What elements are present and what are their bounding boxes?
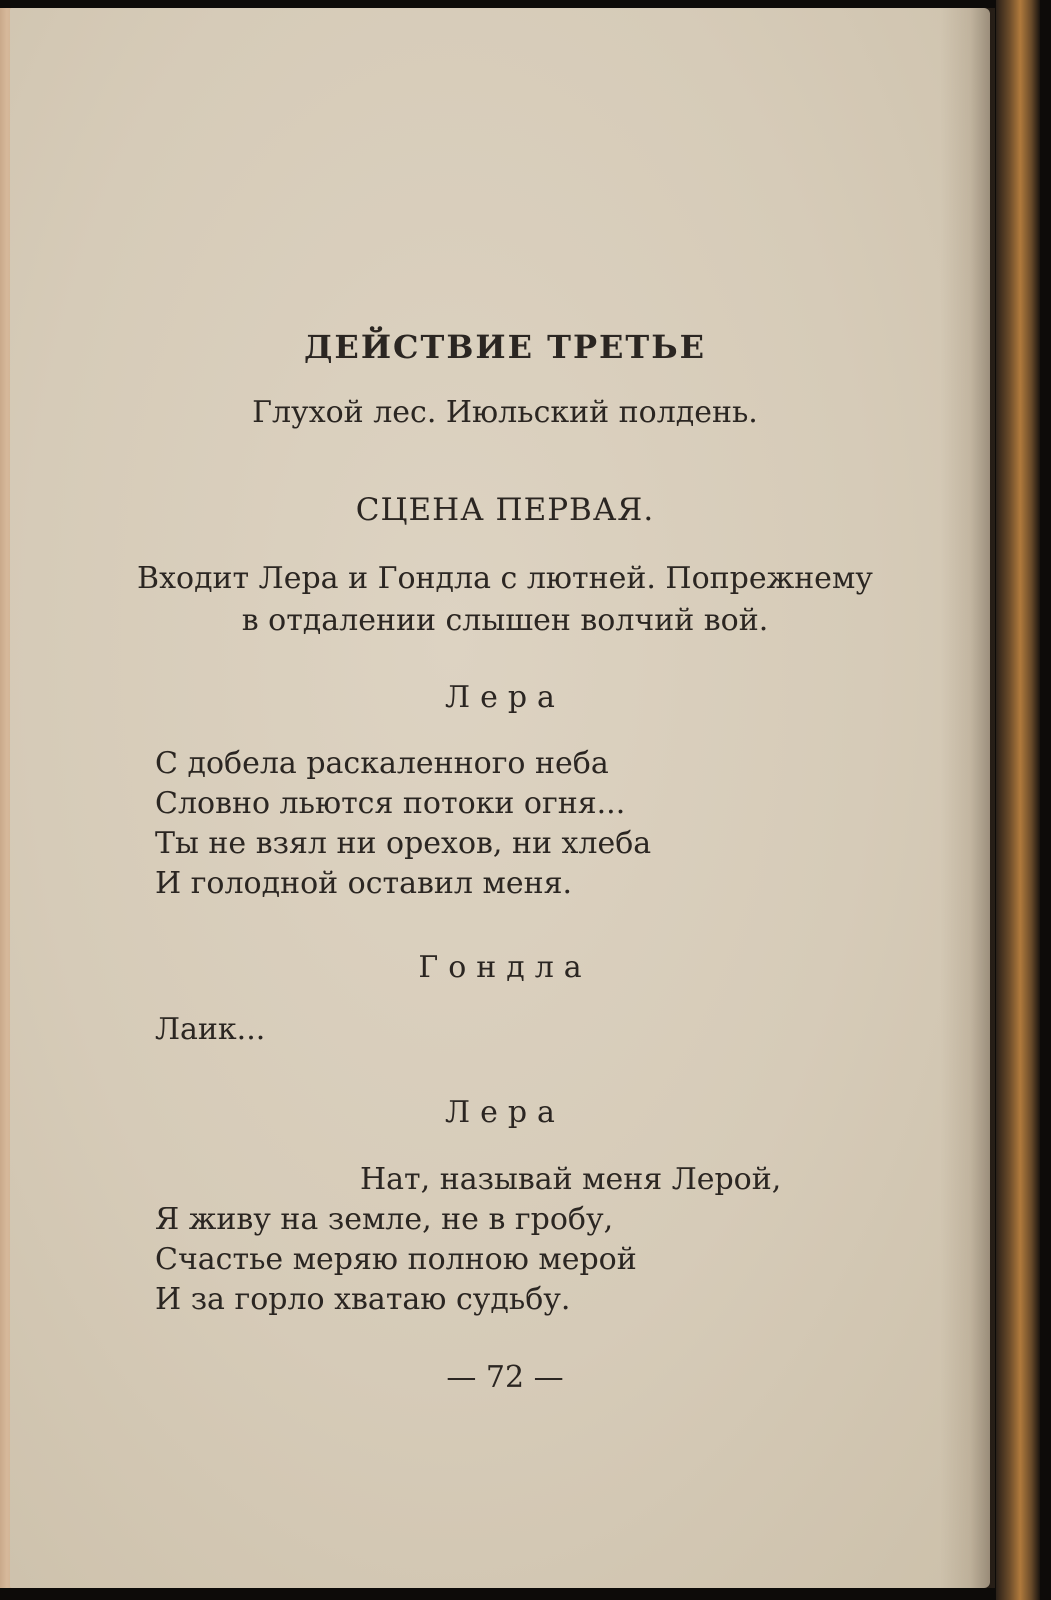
stage-direction-line: в отдалении слышен волчий вой.	[241, 603, 769, 638]
page-gutter-shadow	[940, 8, 995, 1588]
verse-line: Я живу на земле, не в гробу,	[155, 1202, 614, 1237]
setting-description: Глухой лес. Июльский полдень.	[252, 395, 758, 430]
verse-line: Ты не взял ни орехов, ни хлеба	[155, 826, 652, 861]
verse-line: И голодной оставил меня.	[155, 866, 573, 901]
stage-direction	[0, 558, 1010, 642]
verse-block	[155, 744, 651, 904]
verse-block	[155, 1010, 265, 1050]
verse-line: Словно льются потоки огня...	[155, 786, 626, 821]
speaker-name: Лера	[445, 1095, 565, 1130]
verse-block	[155, 1160, 781, 1320]
verse-line: Лаик...	[155, 1012, 266, 1047]
verse-line: С добела раскаленного неба	[155, 746, 609, 781]
speaker-name: Гондла	[418, 950, 592, 985]
verse-line: Нат, называй меня Лерой,	[360, 1162, 782, 1197]
page-number: — 72 —	[446, 1360, 564, 1395]
act-title: ДЕЙСТВИЕ ТРЕТЬЕ	[303, 328, 707, 366]
stage-direction-line: Входит Лера и Гондла с лютней. Попрежнему	[137, 561, 873, 596]
verse-line: И за горло хватаю судьбу.	[155, 1282, 571, 1317]
verse-line: Счастье меряю полною мерой	[155, 1242, 637, 1277]
scene-title: СЦЕНА ПЕРВАЯ.	[355, 492, 655, 528]
speaker-name: Лера	[445, 680, 565, 715]
